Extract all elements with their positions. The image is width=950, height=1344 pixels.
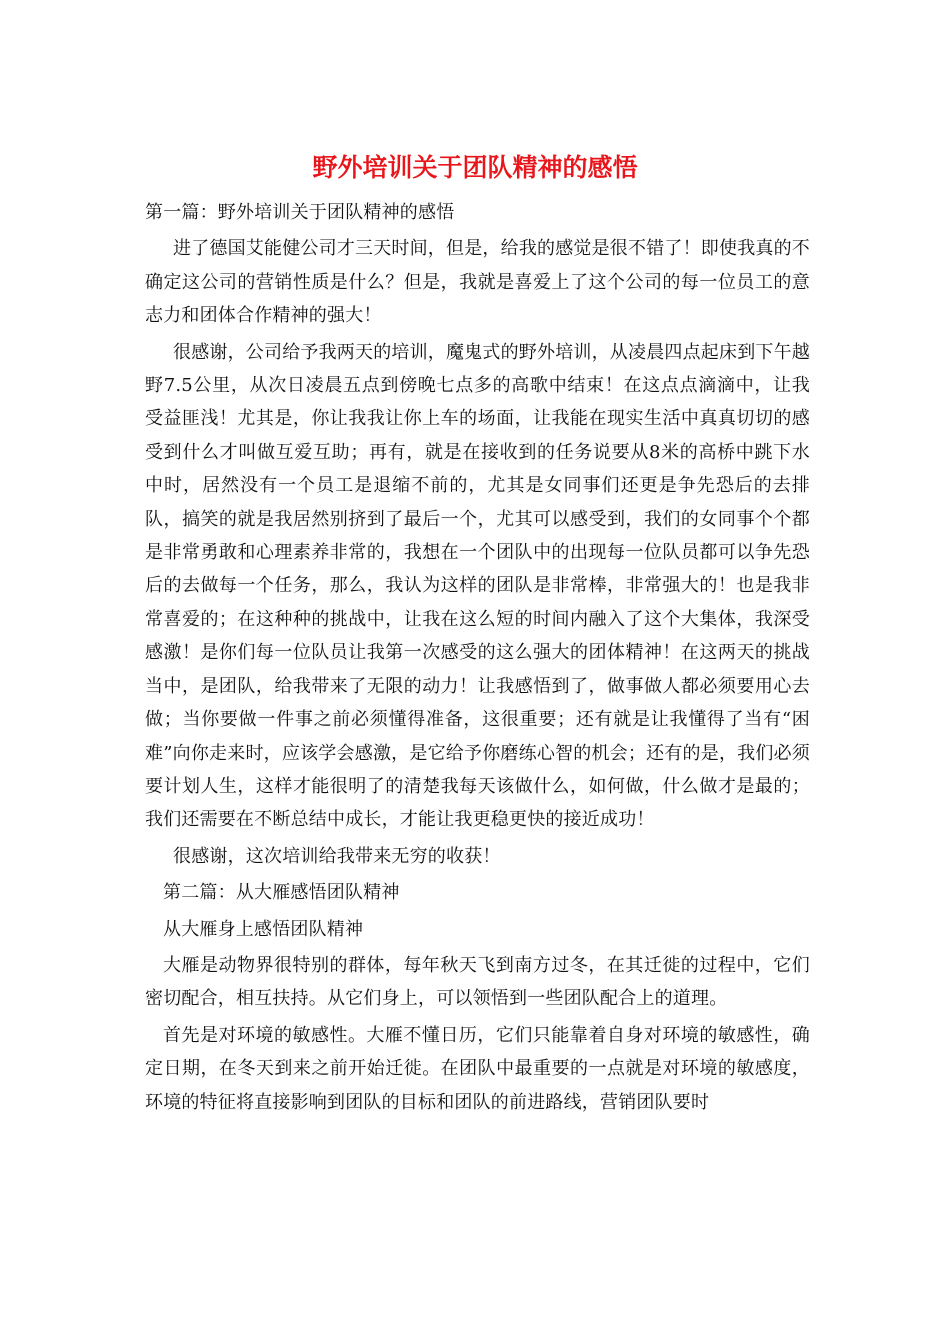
- section-heading-2: 第二篇：从大雁感悟团队精神: [163, 882, 400, 904]
- paragraph-5: 首先是对环境的敏感性。大雁不懂日历，它们只能靠着自身对环境的敏感性，确定日期，在冬天到来之前开始迁徙。在团队中最重要的一点就是对环境的敏感度，环境的特征将直接影响到团队的目标和团队的前进路线，营销团队要时: [145, 1024, 810, 1113]
- paragraph-2: 很感谢，公司给予我两天的培训，魔鬼式的野外培训，从凌晨四点起床到下午越野7.5公里，从次日凌晨五点到傍晚七点多的高歌中结束！在这点点滴滴中，让我受益匪浅！尤其是，你让我我让你上车的场面，让我能在现实生活中真真切切的感受到什么才叫做互爱互助；再有，就是在接收到的任务说要从8米的高桥中跳下水中时，居然没有一个员工是退缩不前的，尤其是女同事们还更是争先恐后的去排队，搞笑的就是我居然别挤到了最后一个，尤其可以感受到，我们的女同事个个都是非常勇敢和心理素养非常的，我想在一个团队中的出现每一位队员都可以争先恐后的去做每一个任务，那么，我认为这样的团队是非常棒，非常强大的！也是我非常喜爱的；在这种种的挑战中，让我在这么短的时间内融入了这个大集体，我深受感激！是你们每一位队员让我第一次感受的这么强大的团体精神！在这两天的挑战当中，是团队，给我带来了无限的动力！让我感悟到了，做事做人都必须要用心去做；当你要做一件事之前必须懂得准备，这很重要；还有就是让我懂得了当有“困难”向你走来时，应该学会感激，是它给予你磨练心智的机会；还有的是，我们必须要计划人生，这样才能很明了的清楚我每天该做什么，如何做，什么做才是最的；我们还需要在不断总结中成长，才能让我更稳更快的接近成功！: [145, 341, 810, 831]
- paragraph-1: 进了德国艾能健公司才三天时间，但是，给我的感觉是很不错了！即使我真的不确定这公司的营销性质是什么？但是，我就是喜爱上了这个公司的每一位员工的意志力和团体合作精神的强大！: [145, 238, 810, 327]
- section-heading-1: 第一篇：野外培训关于团队精神的感悟: [145, 202, 455, 223]
- document-body: [145, 196, 810, 1122]
- paragraph-3: 很感谢，这次培训给我带来无穷的收获！: [173, 845, 501, 867]
- section-subheading-2: 从大雁身上感悟团队精神: [163, 918, 364, 940]
- document-title: 野外培训关于团队精神的感悟: [312, 153, 638, 182]
- paragraph-4: 大雁是动物界很特别的群体，每年秋天飞到南方过冬，在其迁徙的过程中，它们密切配合，相互扶持。从它们身上，可以领悟到一些团队配合上的道理。: [145, 954, 810, 1010]
